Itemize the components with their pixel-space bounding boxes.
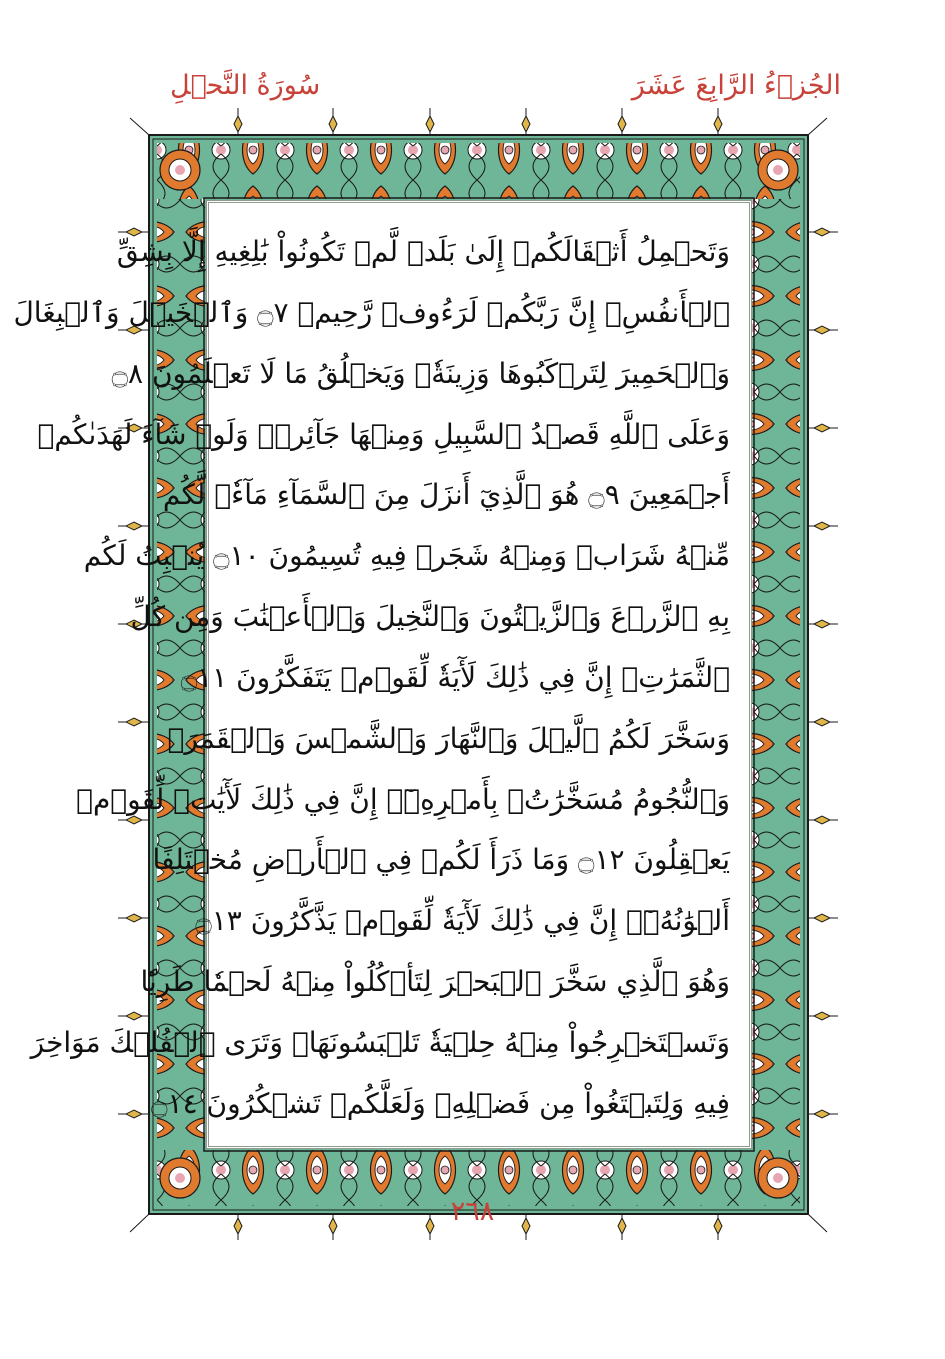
text-line: ٱلثَّمَرَٰتِۚ إِنَّ فِي ذَٰلِكَ لَأٓيَةٗ لِّقَوۡمٖ يَتَفَكَّرُونَ ۝١١ xyxy=(180,660,730,694)
quran-text xyxy=(13,226,730,1130)
juz-title: الجُزۡءُ الرَّابِعَ عَشَرَ xyxy=(631,70,841,101)
text-line: وَتَحۡمِلُ أَثۡقَالَكُمۡ إِلَىٰ بَلَدٖ لَّمۡ تَكُونُواْ بَٰلِغِيهِ إِلَّا بِشِقِّ xyxy=(116,235,730,268)
text-line: فِيهِ وَلِتَبۡتَغُواْ مِن فَضۡلِهِۦ وَلَعَلَّكُمۡ تَشۡكُرُونَ ۝١٤ xyxy=(151,1086,730,1120)
text-line: وَسَخَّرَ لَكُمُ ٱلَّيۡلَ وَٱلنَّهَارَ وَٱلشَّمۡسَ وَٱلۡقَمَرَۖ xyxy=(167,721,730,755)
page-number: ٢٦٨ xyxy=(450,1196,495,1227)
text-line: يَعۡقِلُونَ ۝١٢ وَمَا ذَرَأَ لَكُمۡ فِي ٱلۡأَرۡضِ مُخۡتَلِفًا xyxy=(152,843,730,877)
text-line: أَلۡوَٰنُهُۥٓۚ إِنَّ فِي ذَٰلِكَ لَأٓيَةٗ لِّقَوۡمٖ يَذَّكَّرُونَ ۝١٣ xyxy=(195,904,730,938)
text-line: وَتَسۡتَخۡرِجُواْ مِنۡهُ حِلۡيَةٗ تَلۡبَسُونَهَاۖ وَتَرَى ٱلۡفُلۡكَ مَوَاخِرَ xyxy=(30,1025,730,1059)
text-line: أَجۡمَعِينَ ۝٩ هُوَ ٱلَّذِيٓ أَنزَلَ مِنَ ٱلسَّمَآءِ مَآءٗۖ لَّكُم xyxy=(162,478,730,512)
text-line: وَعَلَى ٱللَّهِ قَصۡدُ ٱلسَّبِيلِ وَمِنۡهَا جَآئِرٞۚ وَلَوۡ شَآءَ لَهَدَىٰكُمۡ xyxy=(37,417,730,451)
text-line: مِّنۡهُ شَرَابٞ وَمِنۡهُ شَجَرٞ فِيهِ تُسِيمُونَ ۝١٠ يُنۢبِتُ لَكُم xyxy=(83,539,730,573)
text-line: وَٱلنُّجُومُ مُسَخَّرَٰتُۢ بِأَمۡرِهِۦٓۚ إِنَّ فِي ذَٰلِكَ لَأٓيَٰتٖ لِّقَوۡمٖ xyxy=(76,782,730,816)
text-line: وَهُوَ ٱلَّذِي سَخَّرَ ٱلۡبَحۡرَ لِتَأۡكُلُواْ مِنۡهُ لَحۡمٗا طَرِيّٗا xyxy=(140,965,730,999)
surah-title: سُورَةُ النَّحۡلِ xyxy=(170,70,321,101)
text-line: وَٱلۡحَمِيرَ لِتَرۡكَبُوهَا وَزِينَةٗۚ وَيَخۡلُقُ مَا لَا تَعۡلَمُونَ ۝٨ xyxy=(111,356,730,390)
text-line: ٱلۡأَنفُسِۚ إِنَّ رَبَّكُمۡ لَرَءُوفٞ رَّحِيمٞ ۝٧ وَٱلۡخَيۡلَ وَٱلۡبِغَالَ xyxy=(13,295,730,329)
text-line: بِهِ ٱلزَّرۡعَ وَٱلزَّيۡتُونَ وَٱلنَّخِيلَ وَٱلۡأَعۡنَٰبَ وَمِن كُلِّ xyxy=(130,600,730,634)
